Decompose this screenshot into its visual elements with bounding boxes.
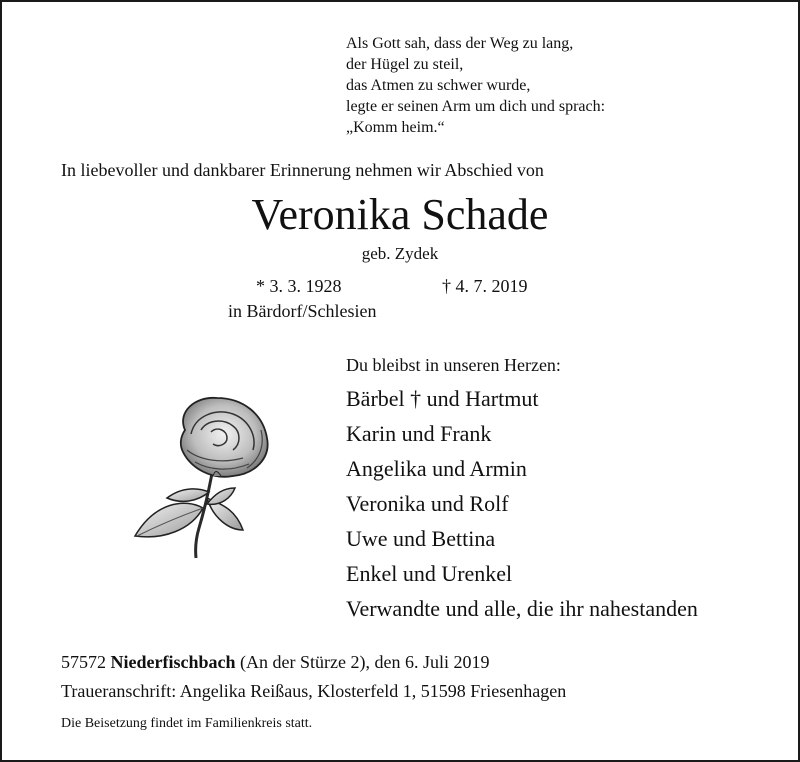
survivor-entry: Uwe und Bettina — [346, 526, 496, 551]
poem — [346, 33, 605, 138]
birth-date: * 3. 3. 1928 — [256, 276, 342, 296]
birthplace: in Bärdorf/Schlesien — [228, 301, 377, 321]
rose-icon — [125, 390, 285, 560]
survivor-entry: Angelika und Armin — [346, 456, 527, 481]
poem-line: legte er seinen Arm um dich und sprach: — [346, 98, 606, 115]
survivor-entry: Veronika und Rolf — [346, 491, 509, 516]
poem-line: Als Gott sah, dass der Weg zu lang, — [346, 35, 574, 52]
mourning-address: Traueranschrift: Angelika Reißaus, Klosterfeld 1, 51598 Friesenhagen — [61, 681, 567, 701]
survivor-entry: Karin und Frank — [346, 421, 492, 446]
postcode: 57572 — [61, 652, 106, 672]
town: Niederfischbach — [110, 652, 236, 672]
survivor-entry: Verwandte und alle, die ihr nahestanden — [346, 596, 698, 621]
place-date-rest: (An der Stürze 2), den 6. Juli 2019 — [235, 652, 490, 672]
heart-line: Du bleibst in unseren Herzen: — [346, 355, 561, 375]
survivor-entry: Bärbel † und Hartmut — [346, 386, 539, 411]
deceased-name: Veronika Schade — [251, 190, 549, 239]
intro-text: In liebevoller und dankbarer Erinnerung nehmen wir Abschied von — [61, 160, 544, 180]
death-date: † 4. 7. 2019 — [442, 276, 528, 296]
survivor-entry: Enkel und Urenkel — [346, 561, 513, 586]
poem-line: „Komm heim.“ — [346, 119, 445, 136]
place-date-line — [61, 652, 489, 673]
poem-line: der Hügel zu steil, — [346, 56, 464, 73]
poem-line: das Atmen zu schwer wurde, — [346, 77, 531, 94]
maiden-name: geb. Zydek — [361, 244, 439, 263]
survivors-list — [346, 381, 698, 626]
burial-note: Die Beisetzung findet im Familienkreis statt. — [61, 716, 313, 731]
